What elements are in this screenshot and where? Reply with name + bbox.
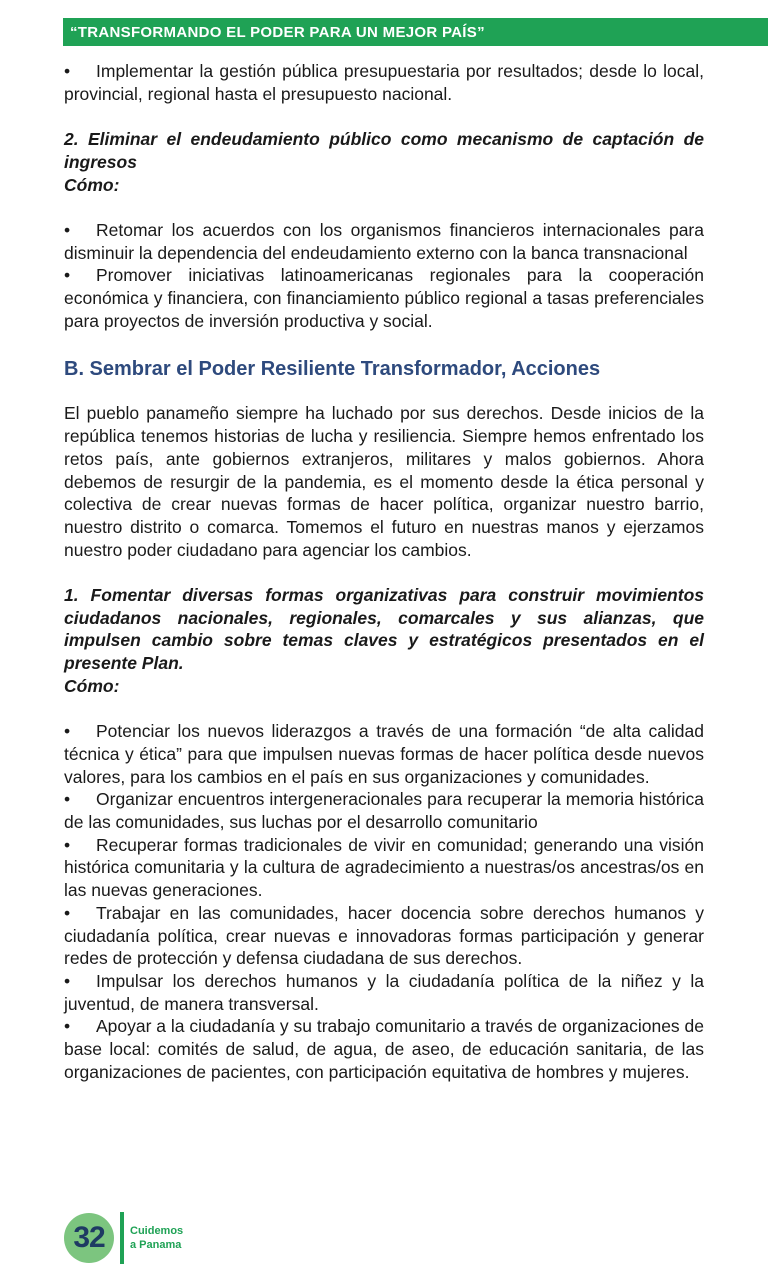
bullet-icon: • [64,970,71,991]
list-item [64,720,704,788]
bullet-icon: • [64,1016,71,1037]
bullet-icon: • [64,265,71,286]
list-item [64,970,704,1015]
bullet-text: Implementar la gestión pública presupuestaria por resultados; desde lo local, provincial, regional hasta el presupuesto nacional. [64,61,704,104]
point-1-title: 1. Fomentar diversas formas organizativas para construir movimientos ciudadanos nacionales, regionales, comarcales y sus alianzas, que impulsen cambio sobre temas claves y estratégicos presentados en el presente Plan. [64,585,704,674]
list-item [64,788,704,833]
section-b-title: B. Sembrar el Poder Resiliente Transformador, Acciones [64,358,601,381]
list-item [64,264,704,332]
bullet-icon: • [64,789,71,810]
list-item [64,219,704,264]
brand-line-1: Cuidemos [130,1225,184,1237]
bullet-text: Retomar los acuerdos con los organismos financieros internacionales para disminuir la dependencia del endeudamiento externo con la banca transnacional [64,219,704,263]
point-2-como: Cómo: [64,174,120,195]
brand-line-2: a Panama [130,1239,182,1251]
bullet-icon: • [64,834,71,855]
section-b-paragraph: El pueblo panameño siempre ha luchado por sus derechos. Desde inicios de la república tenemos historias de lucha y resiliencia. Siempre hemos enfrentado los retos país, ante gobiernos extranjeros, militares y malos gobiernos. Ahora debemos de resurgir de la pandemia, es el momento desde la ética personal y colectiva de crear nuevas formas de hacer política, organizar nuestro barrio, nuestro distrito o comarca. Tomemos el futuro en nuestras manos y ejerzamos nuestro poder ciudadano para agenciar los cambios. [64,403,704,560]
bullet-icon: • [64,721,71,742]
brand-logo-text [130,1224,183,1252]
list-item [64,1015,704,1083]
bullet-text: Trabajar en las comunidades, hacer docencia sobre derechos humanos y ciudadanía política, crear nuevas e innovadoras formas participación y generar redes de protección y defensa ciudadana de sus derechos. [64,902,704,969]
bullet-icon: • [64,219,71,240]
bullet-icon: • [64,61,71,81]
page-footer [64,1212,183,1264]
header-title: “TRANSFORMANDO EL PODER PARA UN MEJOR PAÍS” [70,23,485,41]
point-1-como: Cómo: [64,675,120,696]
footer-divider [120,1212,124,1264]
bullet-text: Promover iniciativas latinoamericanas regionales para la cooperación económica y financiera, con financiamiento público regional a tasas preferenciales para proyectos de inversión productiva y social. [64,265,704,331]
bullet-text: Organizar encuentros intergeneracionales para recuperar la memoria histórica de las comunidades, sus luchas por el desarrollo comunitario [64,789,704,833]
bullet-text: Recuperar formas tradicionales de vivir en comunidad; generando una visión histórica comunitaria y la cultura de agradecimiento a nuestras/os ancestras/os en las nuevas generaciones. [64,834,704,901]
list-item [64,834,704,902]
page-number-badge [64,1213,114,1263]
bullet-text: Impulsar los derechos humanos y la ciudadanía política de la niñez y la juventud, de manera transversal. [64,970,704,1014]
bullet-text: Potenciar los nuevos liderazgos a través de una formación “de alta calidad técnica y ética” para que impulsen nuevas formas de hacer política desde nuevos valores, para los cambios en el país en sus organizaciones y comunidades. [64,721,704,787]
bullet-text: Apoyar a la ciudadanía y su trabajo comunitario a través de organizaciones de base local: comités de salud, de agua, de aseo, de educación sanitaria, de las organizaciones de pacientes, con participación equitativa de hombres y mujeres. [64,1016,705,1082]
page-number: 32 [73,1221,105,1254]
bullet-icon: • [64,902,71,923]
list-item [64,902,704,970]
point-2-title: 2. Eliminar el endeudamiento público como mecanismo de captación de ingresos [64,129,704,172]
list-item [64,60,704,105]
header-bar [63,18,768,46]
page-content [64,60,704,1083]
